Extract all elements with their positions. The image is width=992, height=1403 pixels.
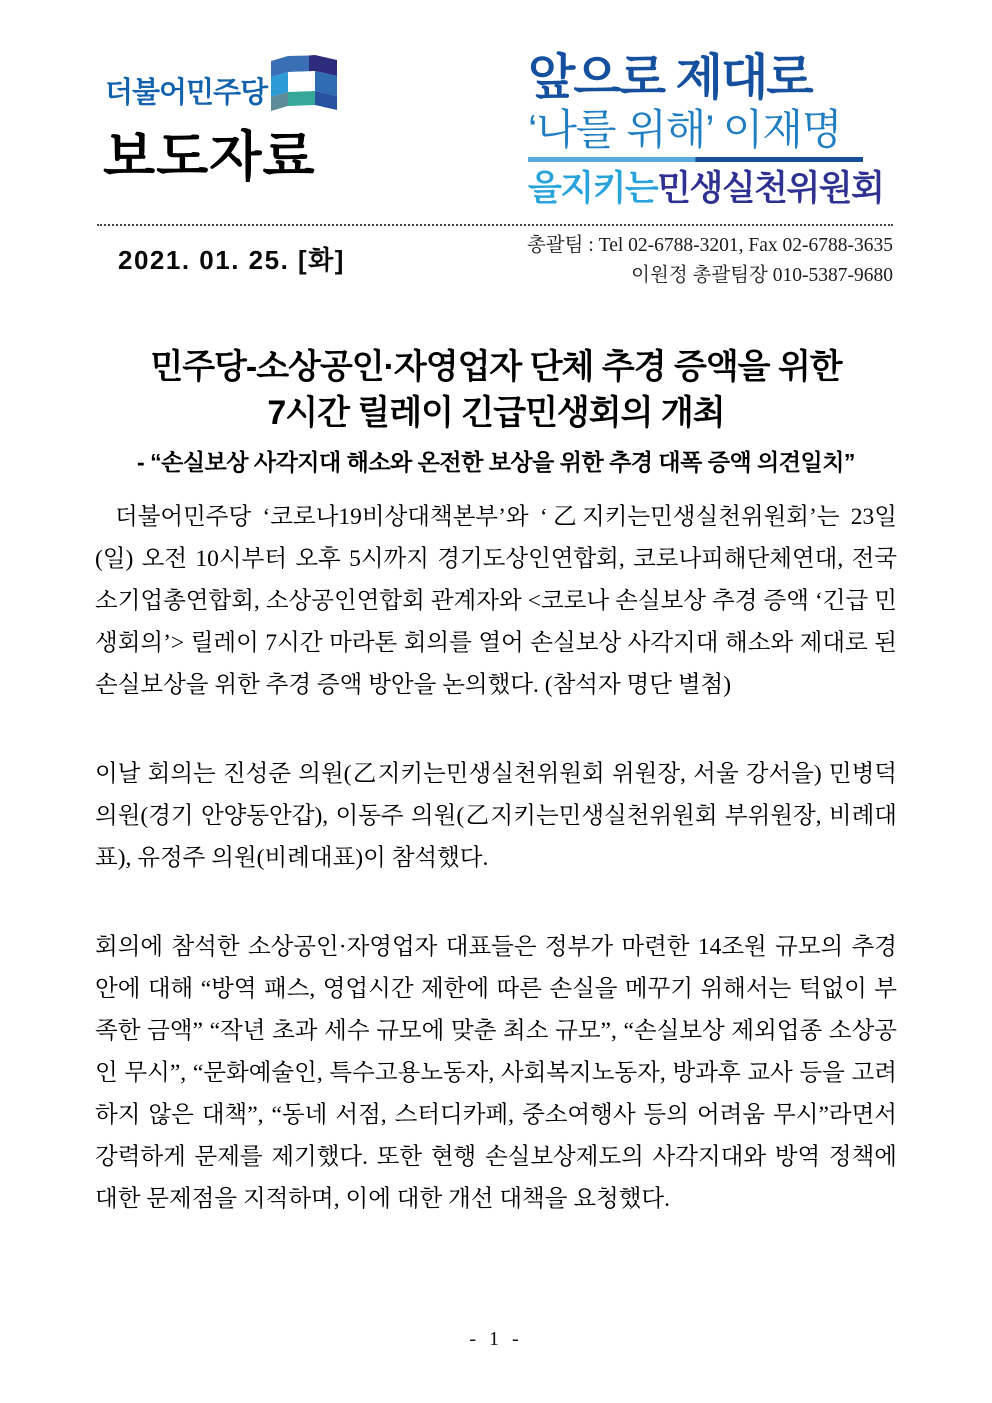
header-divider [97, 224, 893, 226]
release-date: 2021. 01. 25. [화] [118, 245, 345, 275]
party-name-label: 더불어민주당 [105, 77, 268, 109]
slogan-block [528, 51, 898, 209]
paragraph-1: 더불어민주당 ‘코로나19비상대책본부’와 ‘乙지키는민생실천위원회’는 23일(일) 오전 10시부터 오후 5시까지 경기도상인연합회, 코로나피해단체연대, 전국소기업총연합회, 소상공인연합회 관계자와 <코로나 손실보상 추경 증액 ‘긴급 민생회의’> 릴레이 7시간 마라톤 회의를 열어 손실보상 사각지대 해소와 제대로 된 손실보상을 위한 추경 증액 방안을 논의했다. (참석자 명단 별첨) [95, 504, 897, 698]
party-flag-icon [271, 55, 337, 112]
committee-prefix: 을지키는 [528, 169, 658, 209]
contact-block [527, 231, 893, 291]
paragraph-3: 회의에 참석한 소상공인·자영업자 대표들은 정부가 마련한 14조원 규모의 추경안에 대해 “방역 패스, 영업시간 제한에 따른 손실을 메꾸기 위해서는 턱없이 부족한 금액” “작년 초과 세수 규모에 맞춘 최소 규모”, “손실보상 제외업종 소상공인 무시”, “문화예술인, 특수고용노동자, 사회복지노동자, 방과후 교사 등을 고려하지 않은 대책”, “동네 서점, 스터디카페, 중소여행사 등의 어려움 무시”라면서 강력하게 문제를 제기했다. 또한 현행 손실보상제도의 사각지대와 방역 정책에 대한 문제점을 지적하며, 이에 대한 개선 대책을 요청했다. [95, 934, 897, 1212]
paragraph-2: 이날 회의는 진성준 의원(乙지키는민생실천위원회 위원장, 서울 강서을) 민병덕 의원(경기 안양동안갑), 이동주 의원(乙지키는민생실천위원회 부위원장, 비례대표), 유정주 의원(비례대표)이 참석했다. [95, 761, 897, 871]
committee-line [528, 169, 898, 209]
party-logo [105, 55, 337, 112]
contact-line1: 총괄팀 : Tel 02-6788-3201, Fax 02-6788-3635 [526, 235, 893, 256]
page-number: - 1 - [469, 1328, 523, 1350]
slogan-underline [528, 157, 863, 162]
committee-name: 민생실천위원회 [657, 169, 884, 209]
title-line1: 민주당-소상공인·자영업자 단체 추경 증액을 위한 [150, 348, 842, 386]
slogan-line1: 앞으로 제대로 [528, 51, 812, 105]
title-line2: 7시간 릴레이 긴급민생회의 개최 [267, 394, 725, 432]
title-block [0, 344, 992, 477]
doc-type-title: 보도자료 [103, 127, 316, 187]
slogan-line2: ‘나를 위해’ 이재명 [528, 105, 842, 153]
title-subtitle: - “손실보상 사각지대 해소와 온전한 보상을 위한 추경 대폭 증액 의견일치” [137, 449, 855, 475]
contact-line2: 이원정 총괄팀장 010-5387-9680 [631, 265, 893, 286]
body-text [95, 496, 897, 1267]
